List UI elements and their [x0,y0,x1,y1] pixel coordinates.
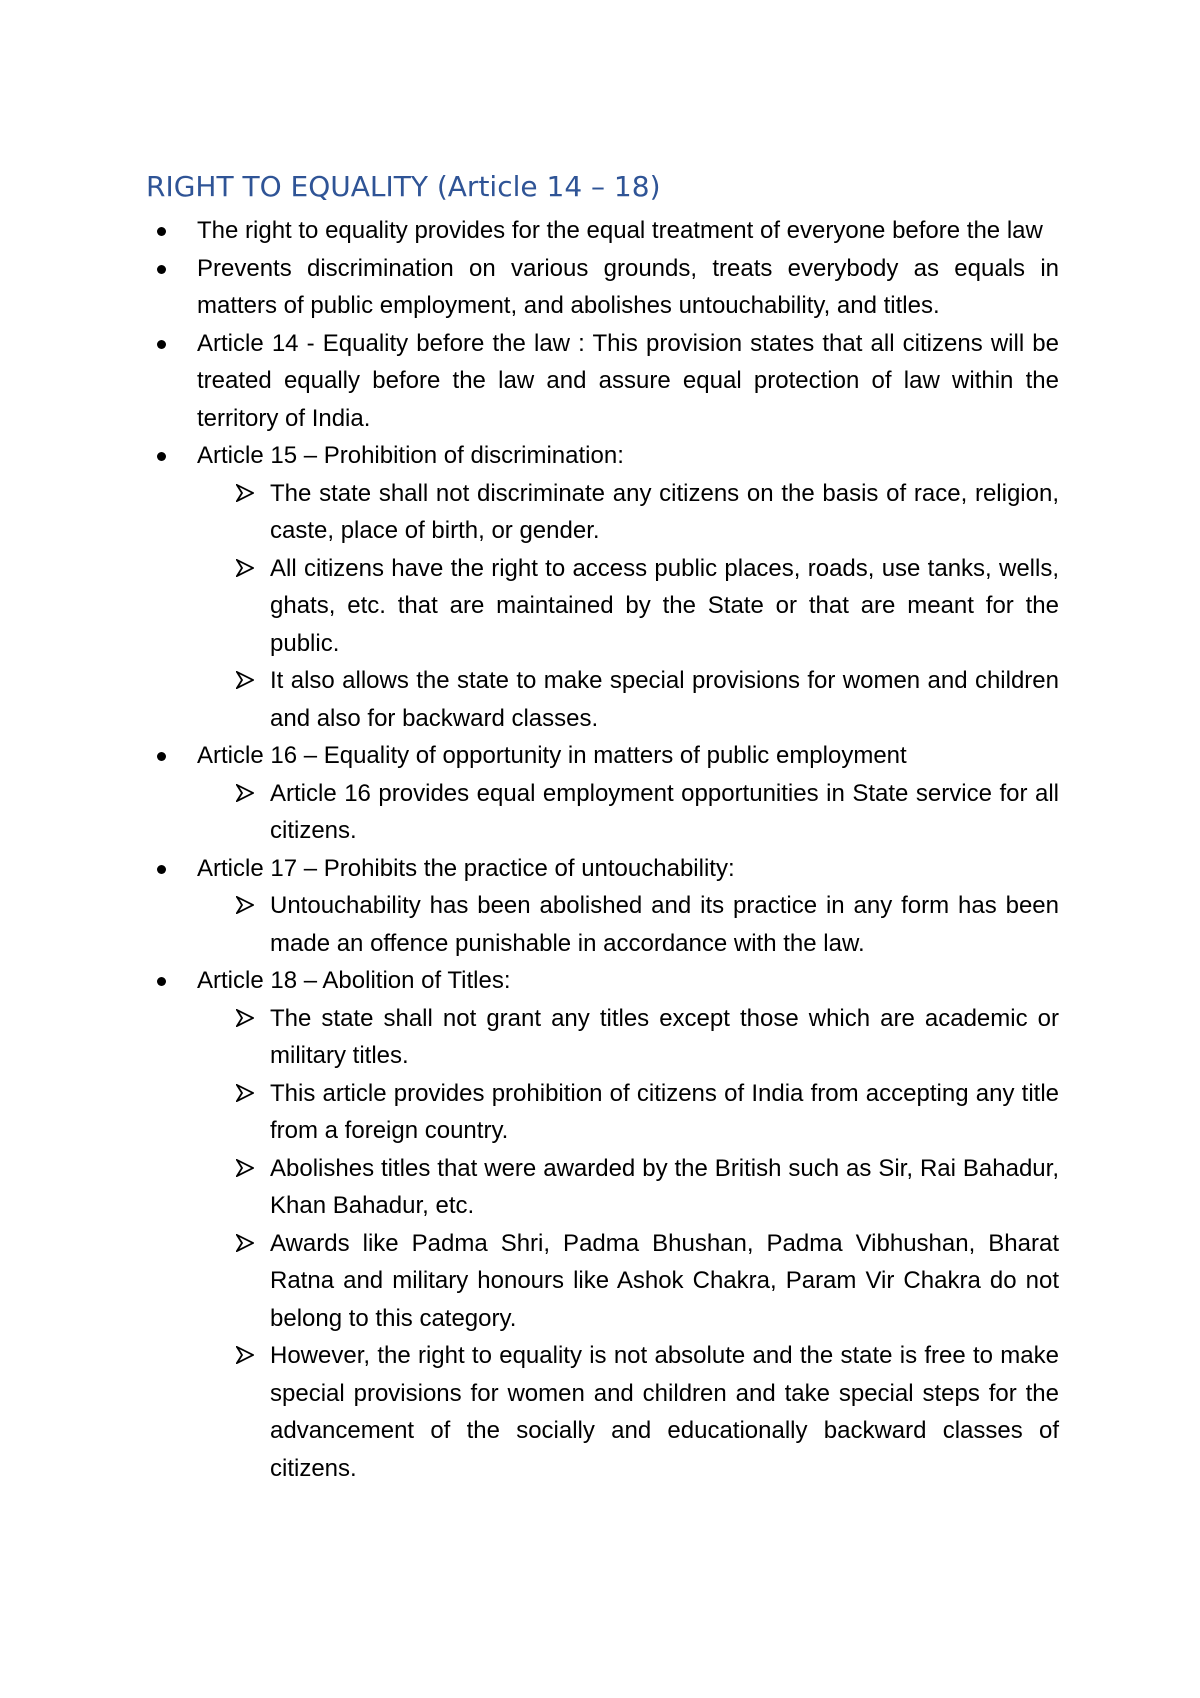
arrowhead-bullet-icon [236,1009,254,1027]
bullet-dot-icon [157,977,166,986]
arrowhead-bullet-icon [236,1159,254,1177]
sub-list [0,887,1200,962]
arrowhead-bullet-icon [236,484,254,502]
sub-list-item-text: Article 16 provides equal employment opportunities in State service for all citizens. [270,779,1059,844]
sub-list-item [0,475,1200,550]
bullet-dot-icon [157,227,166,236]
list-item [0,212,1200,250]
sub-list [0,475,1200,738]
arrowhead-bullet-icon [236,1084,254,1102]
list-item-text: Article 14 - Equality before the law : This provision states that all citizens will be treated equally before the law and assure equal protection of law within the territory of India. [197,329,1059,432]
bullet-dot-icon [157,340,166,349]
list-item-text: Article 15 – Prohibition of discrimination: [197,442,624,469]
sub-list-item-text: Awards like Padma Shri, Padma Bhushan, Padma Vibhushan, Bharat Ratna and military honours like Ashok Chakra, Param Vir Chakra do not belong to this category. [270,1229,1059,1332]
sub-list-item [0,1225,1200,1338]
arrowhead-bullet-icon [236,1346,254,1364]
list-item-text: The right to equality provides for the equal treatment of everyone before the law [197,217,1043,244]
arrowhead-bullet-icon [236,896,254,914]
sub-list-item [0,662,1200,737]
arrowhead-bullet-icon [236,784,254,802]
sub-list-item-text: The state shall not discriminate any citizens on the basis of race, religion, caste, place of birth, or gender. [270,479,1059,544]
bullet-dot-icon [157,265,166,274]
list-item-text: Article 18 – Abolition of Titles: [197,967,511,994]
sub-list-item [0,1337,1200,1487]
sub-list-item-text: Untouchability has been abolished and its practice in any form has been made an offence punishable in accordance with the law. [270,892,1059,957]
sub-list-item [0,1075,1200,1150]
list-item-text: Article 17 – Prohibits the practice of untouchability: [197,854,735,882]
document-title: RIGHT TO EQUALITY (Article 14 – 18) [146,170,661,203]
arrowhead-bullet-icon [236,1234,254,1252]
list-item-text: Article 16 – Equality of opportunity in matters of public employment [197,742,907,769]
bullet-dot-icon [157,452,166,461]
sub-list-item [0,775,1200,850]
sub-list-item-text: All citizens have the right to access public places, roads, use tanks, wells, ghats, etc. that are maintained by the State or that are meant for the public. [270,554,1059,657]
sub-list-item-text: However, the right to equality is not absolute and the state is free to make special provisions for women and children and take special steps for the advancement of the socially and educationally backward classes of citizens. [270,1342,1059,1482]
bullet-dot-icon [157,865,166,874]
sub-list-item-text: The state shall not grant any titles except those which are academic or military titles. [270,1004,1059,1069]
sub-list [0,1000,1200,1488]
list-item-text: Prevents discrimination on various grounds, treats everybody as equals in matters of public employment, and abolishes untouchability, and titles. [197,254,1059,319]
list-item [0,850,1200,963]
sub-list-item-text: This article provides prohibition of citizens of India from accepting any title from a foreign country. [270,1079,1059,1144]
sub-list-item-text: It also allows the state to make special provisions for women and children and also for backward classes. [270,667,1059,732]
sub-list [0,775,1200,850]
list-item [0,737,1200,850]
arrowhead-bullet-icon [236,671,254,689]
list-item [0,325,1200,438]
sub-list-item [0,887,1200,962]
list-item [0,437,1200,737]
sub-list-item [0,1150,1200,1225]
sub-list-item-text: Abolishes titles that were awarded by the British such as Sir, Rai Bahadur, Khan Bahadur, etc. [270,1154,1059,1219]
bullet-dot-icon [157,752,166,761]
bullet-list [0,212,1200,1487]
list-item [0,962,1200,1487]
arrowhead-bullet-icon [236,559,254,577]
sub-list-item [0,550,1200,663]
list-item [0,250,1200,325]
sub-list-item [0,1000,1200,1075]
